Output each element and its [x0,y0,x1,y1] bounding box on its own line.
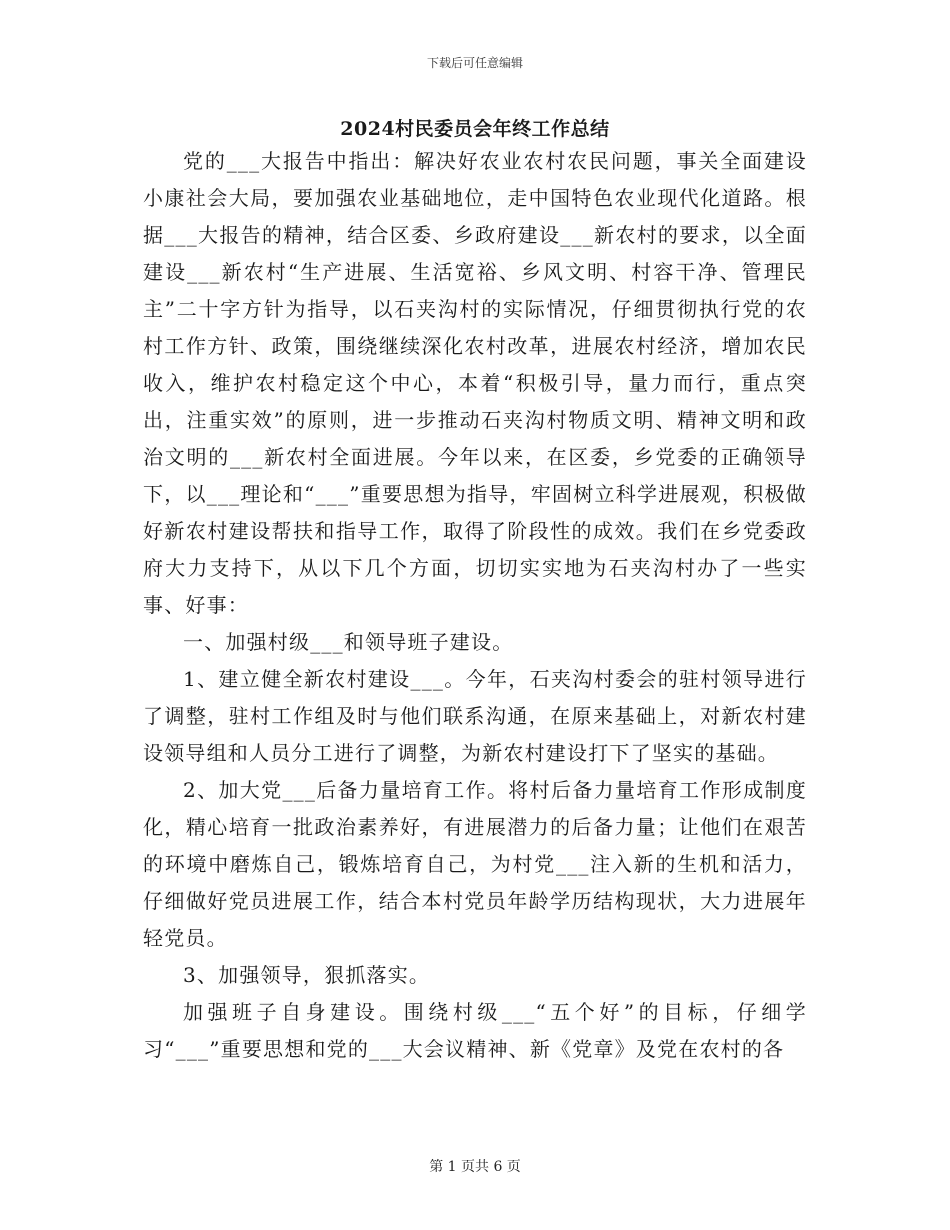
paragraph-item-3: 3、加强领导，狠抓落实。 [183,963,431,987]
page-footer: 第 1 页共 6 页 [429,1159,521,1175]
header-note: 下载后可任意编辑 [426,56,523,70]
document-body [143,143,807,1068]
document-title: 2024村民委员会年终工作总结 [340,118,610,140]
paragraph-item-1: 1、建立健全新农村建设___。今年，石夹沟村委会的驻村领导进行了调整，驻村工作组及时与他们联系沟通，在原来基础上，对新农村建设领导组和人员分工进行了调整，为新农村建设打下了坚实的基础。 [143,667,807,765]
paragraph-item-2: 2、加大党___后备力量培育工作。将村后备力量培育工作形成制度化，精心培育一批政治素养好，有进展潜力的后备力量；让他们在艰苦的环境中磨炼自己，锻炼培育自己，为村党___注入新的生机和活力，仔细做好党员进展工作，结合本村党员年龄学历结构现状，大力进展年轻党员。 [143,778,807,950]
paragraph-continuation: 加强班子自身建设。围绕村级___“五个好”的目标，仔细学习“___”重要思想和党的___大会议精神、新《党章》及党在农村的各 [143,1000,807,1061]
paragraph-intro: 党的___大报告中指出：解决好农业农村农民问题，事关全面建设小康社会大局，要加强农业基础地位，走中国特色农业现代化道路。根据___大报告的精神，结合区委、乡政府建设___新农村的要求，以全面建设___新农村“生产进展、生活宽裕、乡风文明、村容干净、管理民主”二十字方针为指导，以石夹沟村的实际情况，仔细贯彻执行党的农村工作方针、政策，围绕继续深化农村改革，进展农村经济，增加农民收入，维护农村稳定这个中心，本着“积极引导，量力而行，重点突出，注重实效”的原则，进一步推动石夹沟村物质文明、精神文明和政治文明的___新农村全面进展。今年以来，在区委，乡党委的正确领导下，以___理论和“___”重要思想为指导，牢固树立科学进展观，积极做好新农村建设帮扶和指导工作，取得了阶段性的成效。我们在乡党委政府大力支持下，从以下几个方面，切切实实地为石夹沟村办了一些实事、好事： [143,149,807,617]
paragraph-section-heading: 一、加强村级___和领导班子建设。 [183,630,514,654]
